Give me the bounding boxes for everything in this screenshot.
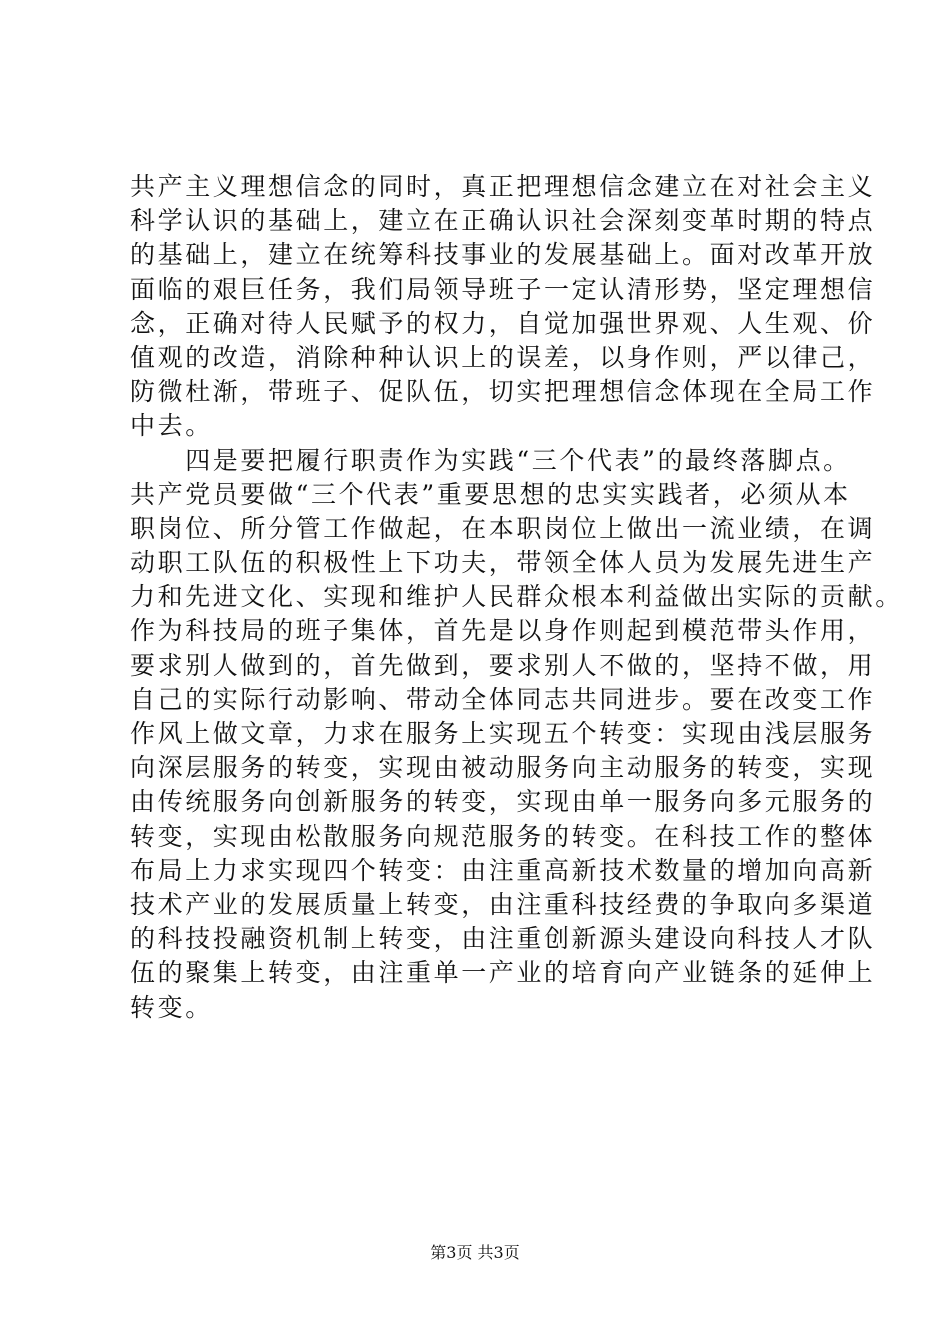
text-line: 作为科技局的班子集体，首先是以身作则起到模范带头作用， <box>130 616 876 646</box>
text-line: 面临的艰巨任务，我们局领导班子一定认清形势，坚定理想信 <box>130 274 876 304</box>
text-line: 转变，实现由松散服务向规范服务的转变。在科技工作的整体 <box>130 821 876 851</box>
text-line: 的基础上，建立在统筹科技事业的发展基础上。面对改革开放 <box>130 240 876 270</box>
text-line: 的科技投融资机制上转变，由注重创新源头建设向科技人才队 <box>130 924 876 954</box>
text-line: 布局上力求实现四个转变：由注重高新技术数量的增加向高新 <box>130 855 876 885</box>
text-line: 念，正确对待人民赋予的权力，自觉加强世界观、人生观、价 <box>130 308 876 338</box>
text-line: 四是要把履行职责作为实践“三个代表”的最终落脚点。 <box>130 445 851 475</box>
text-line: 值观的改造，消除种种认识上的误差，以身作则，严以律己， <box>130 342 876 372</box>
page-number-footer: 第3页 共3页 <box>430 1243 520 1262</box>
text-line: 技术产业的发展质量上转变，由注重科技经费的争取向多渠道 <box>130 889 876 919</box>
text-line: 作风上做文章，力求在服务上实现五个转变：实现由浅层服务 <box>130 719 876 748</box>
text-line: 由传统服务向创新服务的转变，实现由单一服务向多元服务的 <box>130 787 876 817</box>
body-text <box>130 170 903 1025</box>
text-line: 防微杜渐，带班子、促队伍，切实把理想信念体现在全局工作 <box>130 377 876 407</box>
text-line: 共产党员要做“三个代表”重要思想的忠实实践者，必须从本 <box>130 479 851 509</box>
text-line: 动职工队伍的积极性上下功夫，带领全体人员为发展先进生产 <box>130 548 876 578</box>
text-line: 转变。 <box>130 992 213 1022</box>
text-line: 向深层服务的转变，实现由被动服务向主动服务的转变，实现 <box>130 753 876 783</box>
text-line: 要求别人做到的，首先做到，要求别人不做的，坚持不做，用 <box>130 650 876 680</box>
text-line: 中去。 <box>130 411 213 441</box>
text-line: 科学认识的基础上，建立在正确认识社会深刻变革时期的特点 <box>130 206 876 236</box>
text-line: 自己的实际行动影响、带动全体同志共同进步。要在改变工作 <box>130 684 876 714</box>
text-line: 共产主义理想信念的同时，真正把理想信念建立在对社会主义 <box>130 172 876 201</box>
text-line: 职岗位、所分管工作做起，在本职岗位上做出一流业绩，在调 <box>130 513 876 543</box>
text-line: 伍的聚集上转变，由注重单一产业的培育向产业链条的延伸上 <box>130 958 876 988</box>
text-line: 力和先进文化、实现和维护人民群众根本利益做出实际的贡献。 <box>130 582 903 612</box>
